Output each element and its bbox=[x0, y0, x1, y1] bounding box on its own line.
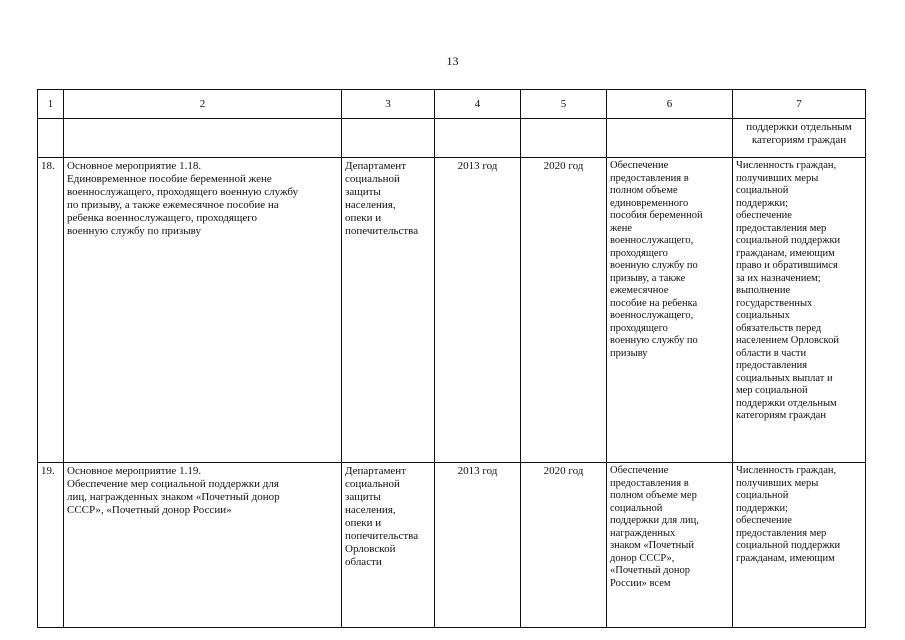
text-line: опеки и bbox=[345, 212, 382, 224]
start-year: 2013 год bbox=[435, 158, 521, 463]
target-indicators bbox=[733, 463, 866, 628]
text-line: военнослужащего, bbox=[610, 235, 694, 246]
text-line: предоставления в bbox=[610, 477, 689, 489]
expected-result bbox=[607, 158, 733, 463]
expected-result bbox=[607, 463, 733, 628]
text-line: поддержки отдельным bbox=[736, 397, 837, 409]
text-line: за их назначением; bbox=[736, 272, 821, 284]
text-line: населения, bbox=[345, 504, 396, 516]
header-cell-2: 2 bbox=[64, 90, 342, 119]
table-row bbox=[38, 463, 866, 628]
text-line: попечительства bbox=[345, 530, 419, 542]
text-line: социальной поддержки bbox=[736, 540, 841, 551]
text-line: области в части bbox=[736, 347, 807, 359]
text-line: социальной поддержки bbox=[736, 235, 841, 246]
text-line: призыву bbox=[610, 347, 648, 359]
header-cell-5: 5 bbox=[521, 90, 607, 119]
text-line: военную службу по bbox=[610, 335, 698, 346]
text-line: социальной bbox=[610, 502, 663, 514]
text-line: пособия беременной bbox=[610, 210, 703, 221]
text-line: жене bbox=[610, 222, 633, 234]
text-line: Основное мероприятие 1.18. bbox=[67, 160, 202, 172]
text-line: Департамент bbox=[345, 465, 407, 477]
text-line: предоставления в bbox=[610, 172, 689, 184]
text-line: предоставления мер bbox=[736, 222, 827, 234]
text-line: поддержки отдельным bbox=[746, 121, 852, 133]
text-line: знаком «Почетный bbox=[610, 540, 694, 551]
text-line: мер социальной bbox=[736, 385, 808, 396]
text-line: награжденных bbox=[610, 527, 676, 539]
text-line: по призыву, а также ежемесячное пособие на bbox=[67, 199, 279, 211]
text-line: Обеспечение мер социальной поддержки для bbox=[67, 478, 279, 490]
text-line: населения, bbox=[345, 199, 396, 211]
text-line: защиты bbox=[345, 491, 381, 503]
text-line: ребенка военнослужащего, проходящего bbox=[67, 212, 258, 224]
measures-table bbox=[37, 89, 866, 628]
start-year: 2013 год bbox=[435, 463, 521, 628]
text-line: получивших меры bbox=[736, 172, 819, 184]
text-line: право и обратившимся bbox=[736, 260, 838, 271]
continuation-row bbox=[38, 119, 866, 158]
text-line: СССР», «Почетный донор России» bbox=[67, 504, 232, 516]
text-line: области bbox=[345, 556, 382, 568]
text-line: предоставления мер bbox=[736, 527, 827, 539]
text-line: Численность граждан, bbox=[736, 465, 837, 476]
text-line: России» всем bbox=[610, 577, 671, 589]
text-line: Орловской bbox=[345, 543, 396, 555]
text-line: проходящего bbox=[610, 247, 668, 259]
measure-description bbox=[64, 158, 342, 463]
responsible-executor bbox=[342, 158, 435, 463]
text-line: единовременного bbox=[610, 197, 689, 209]
text-line: ежемесячное bbox=[610, 285, 669, 296]
text-line: пособие на ребенка bbox=[610, 297, 698, 309]
text-line: Основное мероприятие 1.19. bbox=[67, 465, 202, 477]
header-cell-7: 7 bbox=[733, 90, 866, 119]
text-line: Обеспечение bbox=[610, 160, 669, 171]
row-number: 18. bbox=[38, 158, 64, 463]
text-line: Департамент bbox=[345, 160, 407, 172]
text-line: социальных выплат и bbox=[736, 372, 833, 384]
measure-description bbox=[64, 463, 342, 628]
responsible-executor bbox=[342, 463, 435, 628]
text-line: полном объеме bbox=[610, 185, 678, 196]
text-line: опеки и bbox=[345, 517, 382, 529]
target-indicators bbox=[733, 158, 866, 463]
text-line: обязательств перед bbox=[736, 322, 822, 334]
text-line: донор СССР», bbox=[610, 552, 675, 564]
text-line: попечительства bbox=[345, 225, 419, 237]
text-line: гражданам, имеющим bbox=[736, 552, 835, 564]
page-number: 13 bbox=[446, 54, 459, 68]
text-line: социальной bbox=[345, 478, 400, 490]
end-year: 2020 год bbox=[521, 463, 607, 628]
row-number: 19. bbox=[38, 463, 64, 628]
text-line: предоставления bbox=[736, 360, 808, 371]
text-line: поддержки; bbox=[736, 502, 789, 514]
text-line: социальной bbox=[345, 173, 400, 185]
continuation-col7 bbox=[733, 119, 866, 158]
text-line: социальной bbox=[736, 185, 789, 196]
text-line: поддержки для лиц, bbox=[610, 515, 699, 526]
text-line: государственных bbox=[736, 297, 813, 309]
text-line: Единовременное пособие беременной жене bbox=[67, 173, 272, 185]
text-line: обеспечение bbox=[736, 210, 792, 221]
text-line: поддержки; bbox=[736, 197, 789, 209]
text-line: Численность граждан, bbox=[736, 160, 837, 171]
text-line: военнослужащего, проходящего военную службу bbox=[67, 186, 299, 198]
table-header-row bbox=[38, 90, 866, 119]
table-row bbox=[38, 158, 866, 463]
text-line: проходящего bbox=[610, 322, 668, 334]
text-line: категориям граждан bbox=[751, 134, 847, 146]
text-line: населением Орловской bbox=[736, 335, 839, 346]
text-line: военную службу по bbox=[610, 260, 698, 271]
text-line: обеспечение bbox=[736, 515, 792, 526]
text-line: выполнение bbox=[736, 285, 791, 296]
end-year: 2020 год bbox=[521, 158, 607, 463]
header-cell-3: 3 bbox=[342, 90, 435, 119]
text-line: призыву, а также bbox=[610, 272, 686, 284]
text-line: Обеспечение bbox=[610, 465, 669, 476]
text-line: социальной bbox=[736, 490, 789, 501]
text-line: лиц, награжденных знаком «Почетный донор bbox=[67, 491, 280, 503]
text-line: получивших меры bbox=[736, 477, 819, 489]
text-line: социальных bbox=[736, 310, 790, 321]
text-line: полном объеме мер bbox=[610, 490, 697, 501]
header-cell-1: 1 bbox=[38, 90, 64, 119]
text-line: защиты bbox=[345, 186, 381, 198]
text-line: «Почетный донор bbox=[610, 565, 690, 576]
text-line: военную службу по призыву bbox=[67, 225, 201, 237]
text-line: военнослужащего, bbox=[610, 310, 694, 321]
header-cell-6: 6 bbox=[607, 90, 733, 119]
header-cell-4: 4 bbox=[435, 90, 521, 119]
text-line: категориям граждан bbox=[736, 410, 826, 421]
text-line: гражданам, имеющим bbox=[736, 247, 835, 259]
